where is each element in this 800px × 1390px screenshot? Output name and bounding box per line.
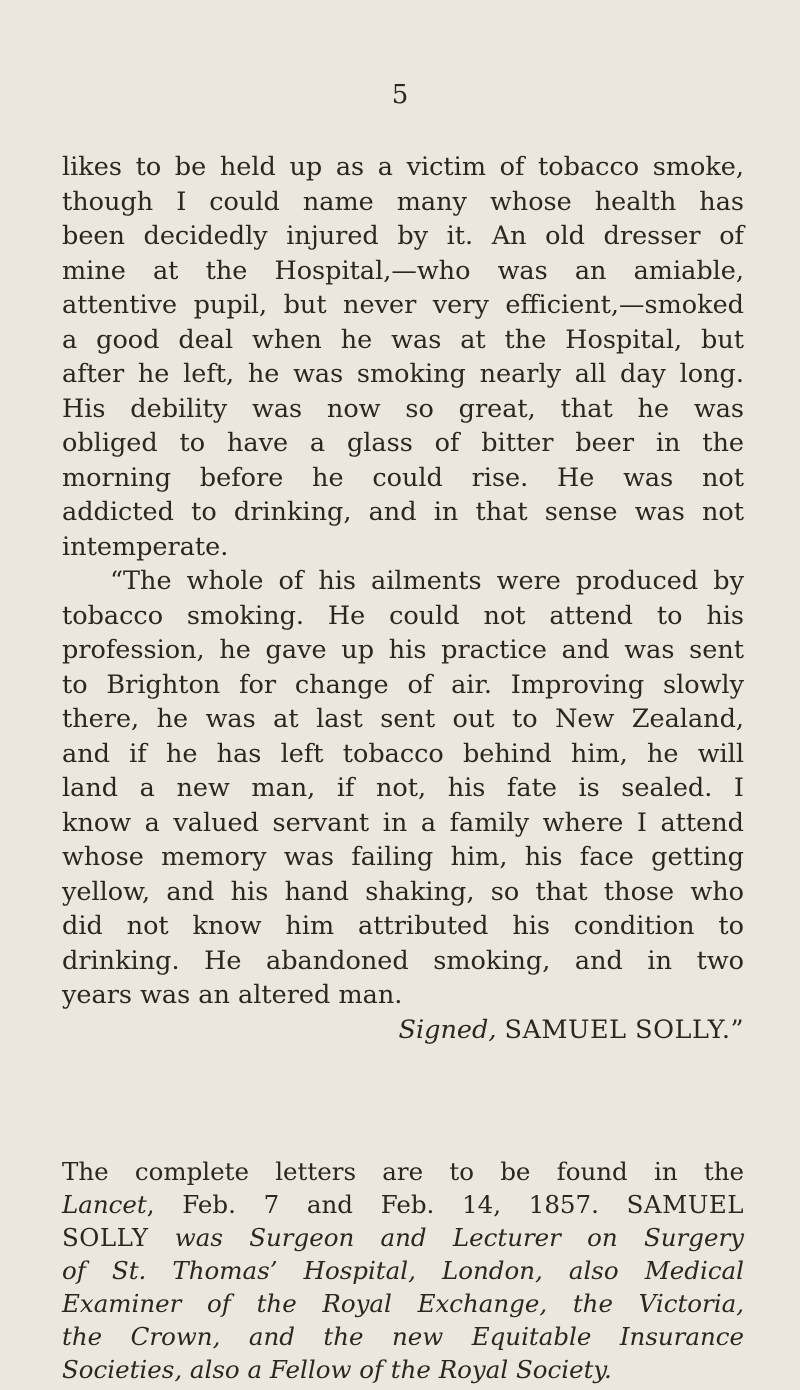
note-line <box>62 1188 744 1221</box>
text-line: drinking. He abandoned smoking, and in two <box>62 945 744 976</box>
note-line <box>62 1320 744 1353</box>
note-text: of St. Thomas’ Hospital, London, also Medical <box>62 1256 744 1285</box>
text-line: to Brighton for change of air. Improving slowly <box>62 669 744 700</box>
page-number: 5 <box>391 80 409 110</box>
text-line: profession, he gave up his practice and was sent <box>62 635 744 665</box>
signature-name: SAMUEL SOLLY.” <box>504 1014 744 1045</box>
text-line: a good deal when he was at the Hospital, but <box>62 324 744 355</box>
signature-line <box>62 1013 744 1048</box>
text-line: know a valued servant in a family where I attend <box>62 807 744 838</box>
note-line <box>62 1287 744 1320</box>
note-line <box>62 1353 744 1386</box>
text-line: yellow, and his hand shaking, so that those who <box>62 876 744 907</box>
note-text: SAMUEL <box>626 1190 744 1219</box>
text-line: land a new man, if not, his fate is sealed. I <box>62 773 744 803</box>
note-text: was Surgeon and Lecturer on Surgery <box>148 1223 744 1252</box>
text-line: there, he was at last sent out to New Zealand, <box>62 704 744 734</box>
note-text: The complete letters are to be found in the <box>62 1157 744 1186</box>
note-line <box>62 1254 744 1287</box>
note-text: Lancet <box>62 1190 147 1219</box>
text-line: intemperate. <box>62 531 229 562</box>
note-line <box>62 1155 744 1188</box>
text-line: been decidedly injured by it. An old dresser of <box>62 221 744 251</box>
text-line: after he left, he was smoking nearly all day long. <box>62 359 744 389</box>
text-line: attentive pupil, but never very efficient,—smoked <box>62 290 744 320</box>
note-text: the Crown, and the new Equitable Insurance <box>62 1322 744 1351</box>
text-line: and if he has left tobacco behind him, he will <box>62 738 744 769</box>
note-text: Examiner of the Royal Exchange, the Victoria, <box>62 1289 744 1318</box>
note-text: Societies, also a Fellow of the Royal Society. <box>62 1355 612 1384</box>
editorial-note <box>62 1155 744 1386</box>
text-line: morning before he could rise. He was not <box>62 462 744 493</box>
signature-label: Signed, <box>398 1014 497 1045</box>
text-line: addicted to drinking, and in that sense was not <box>62 497 744 527</box>
text-line: did not know him attributed his condition to <box>62 911 744 941</box>
note-line <box>62 1221 744 1254</box>
note-text: SOLLY <box>62 1223 149 1252</box>
letter-text <box>62 150 744 1047</box>
text-line: obliged to have a glass of bitter beer in the <box>62 428 744 458</box>
text-line: tobacco smoking. He could not attend to his <box>62 600 744 631</box>
text-line: “The whole of his ailments were produced by <box>110 566 744 596</box>
text-line: years was an altered man. <box>62 980 403 1010</box>
text-line: likes to be held up as a victim of tobacco smoke, <box>62 152 744 182</box>
text-line: mine at the Hospital,—who was an amiable, <box>62 255 744 286</box>
text-line: though I could name many whose health has <box>62 186 744 217</box>
note-text: , Feb. 7 and Feb. 14, 1857. <box>146 1190 627 1219</box>
text-line: His debility was now so great, that he was <box>62 393 744 424</box>
text-line: whose memory was failing him, his face getting <box>62 842 744 872</box>
